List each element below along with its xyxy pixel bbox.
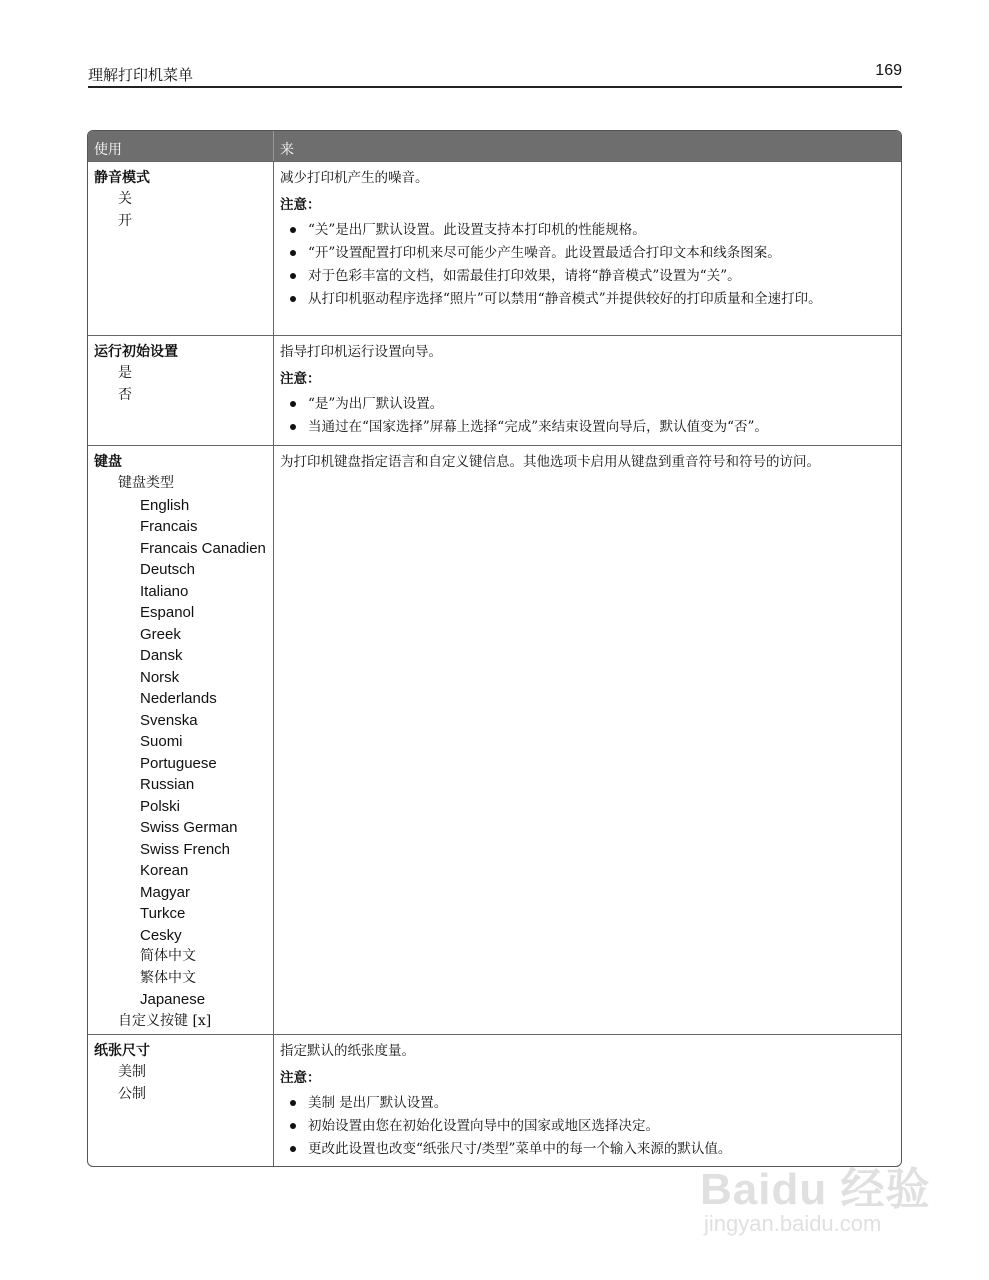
language-option: Italiano xyxy=(140,582,189,600)
note-label: 注意： xyxy=(280,371,321,387)
language-option: 繁体中文 xyxy=(140,969,196,986)
language-option: Magyar xyxy=(140,883,191,901)
custom-key-option: 自定义按键 [x] xyxy=(118,1012,212,1029)
note-item: 当通过在“国家选择”屏幕上选择“完成”来结束设置向导后，默认值变为“否”。 xyxy=(308,417,893,437)
note-item: “是”为出厂默认设置。 xyxy=(308,394,893,414)
header-use: 使用 xyxy=(88,131,274,161)
table-row-run-initial-setup xyxy=(88,335,901,445)
note-item: “开”设置配置打印机来尽可能少产生噪音。此设置最适合打印文本和线条图案。 xyxy=(308,243,893,263)
option-item: 美制 xyxy=(118,1064,146,1080)
language-option: Cesky xyxy=(140,926,182,944)
menu-table xyxy=(87,130,902,1167)
option-item: 关 xyxy=(118,191,132,207)
option-item: 否 xyxy=(118,386,132,403)
language-option: 简体中文 xyxy=(140,948,196,964)
note-item: 初始设置由您在初始化设置向导中的国家或地区选择决定。 xyxy=(308,1116,893,1136)
note-item: 更改此设置也改变“纸张尺寸/类型”菜单中的每一个输入来源的默认值。 xyxy=(308,1139,893,1159)
language-option: Nederlands xyxy=(140,690,217,707)
setting-name: 静音模式 xyxy=(94,170,150,186)
note-list xyxy=(280,394,893,437)
sub-setting-name: 键盘类型 xyxy=(118,475,174,491)
language-option: Polski xyxy=(140,797,181,815)
language-option: Svenska xyxy=(140,711,198,729)
table-row-quiet-mode xyxy=(88,161,901,335)
header-to: 来 xyxy=(280,142,294,158)
language-option: Suomi xyxy=(140,733,183,750)
language-option: Turkce xyxy=(140,905,186,922)
language-option: Japanese xyxy=(140,991,206,1008)
page-title: 理解打印机菜单 xyxy=(88,66,194,84)
language-option: Korean xyxy=(140,862,189,879)
row-description: 为打印机键盘指定语言和自定义键信息。其他选项卡启用从键盘到重音符号和符号的访问。 xyxy=(280,454,820,470)
language-option: Francais Canadien xyxy=(140,539,266,557)
language-option: Deutsch xyxy=(140,561,196,578)
page-header xyxy=(88,60,902,88)
option-item: 开 xyxy=(118,212,132,229)
note-item: 对于色彩丰富的文档，如需最佳打印效果，请将“静音模式”设置为“关”。 xyxy=(308,266,893,286)
watermark-url: jingyan.baidu.com xyxy=(704,1211,882,1236)
language-option: English xyxy=(140,496,190,514)
baidu-watermark xyxy=(700,1145,940,1255)
note-item: 从打印机驱动程序选择“照片”可以禁用“静音模式”并提供较好的打印质量和全速打印。 xyxy=(308,289,893,309)
note-label: 注意： xyxy=(280,197,321,213)
option-item: 是 xyxy=(118,365,132,381)
language-option: Portuguese xyxy=(140,754,217,772)
setting-name: 纸张尺寸 xyxy=(94,1043,150,1059)
setting-name: 键盘 xyxy=(94,454,122,470)
table-header xyxy=(88,131,901,161)
note-label: 注意： xyxy=(280,1070,321,1086)
language-option: Francais xyxy=(140,518,198,535)
language-option: Swiss French xyxy=(140,840,231,858)
note-item: 美制 是出厂默认设置。 xyxy=(308,1093,893,1113)
option-item: 公制 xyxy=(118,1085,146,1102)
watermark-logo: Baidu 经验 xyxy=(700,1165,931,1214)
setting-name: 运行初始设置 xyxy=(94,344,178,360)
language-option: Dansk xyxy=(140,647,183,664)
row-description: 指定默认的纸张度量。 xyxy=(280,1043,415,1059)
row-description: 指导打印机运行设置向导。 xyxy=(280,344,442,360)
page-number: 169 xyxy=(875,62,902,79)
language-option: Russian xyxy=(140,776,195,793)
language-option: Norsk xyxy=(140,668,180,686)
note-list xyxy=(280,220,893,309)
table-row-keyboard xyxy=(88,445,901,1034)
language-option: Espanol xyxy=(140,604,195,621)
row-description: 减少打印机产生的噪音。 xyxy=(280,170,429,186)
note-item: “关”是出厂默认设置。此设置支持本打印机的性能规格。 xyxy=(308,220,893,240)
language-option: Swiss German xyxy=(140,819,238,836)
language-option: Greek xyxy=(140,625,181,643)
